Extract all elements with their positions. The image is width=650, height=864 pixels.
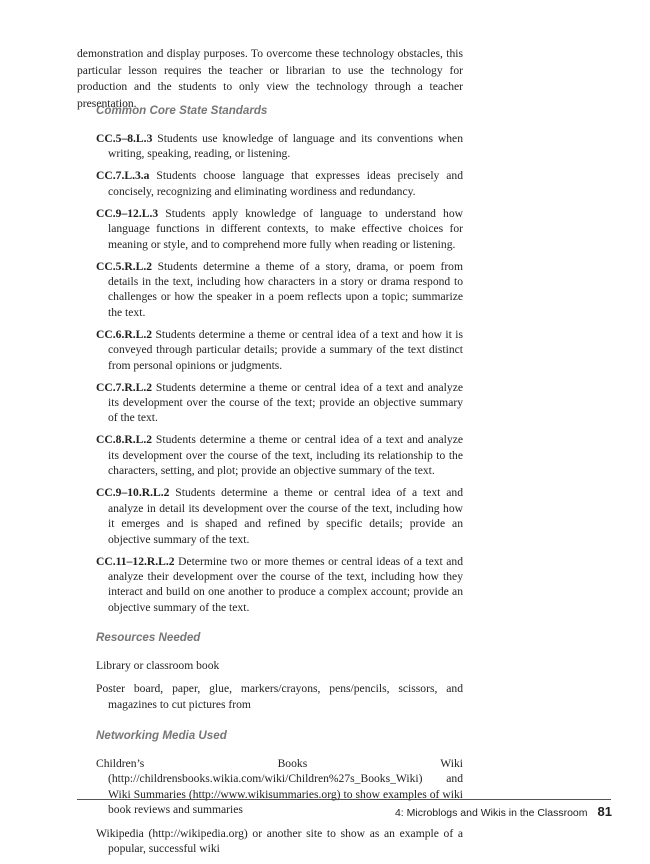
standard-text: Students determine a theme of a story, drama, or poem from details in the text, including how characters in a story or drama respond to challenges or how the speaker in a poem reflects upon a topic; summarize the text. <box>108 259 463 319</box>
page-footer <box>395 804 612 819</box>
standard-item <box>96 327 463 373</box>
standard-code: CC.5.R.L.2 <box>96 259 153 273</box>
intro-paragraph: demonstration and display purposes. To overcome these technology obstacles, this particular lesson requires the teacher or librarian to use the technology for production and the students to only view the technology through a teacher presentation. <box>77 47 463 110</box>
media-item: Wikipedia (http://wikipedia.org) or another site to show as an example of a popular, successful wiki <box>96 826 463 855</box>
footer-divider <box>77 799 611 800</box>
chapter-title: 4: Microblogs and Wikis in the Classroom <box>394 807 588 819</box>
standards-heading: Common Core State Standards <box>96 104 268 117</box>
standard-item <box>96 206 463 252</box>
standard-text: Students determine a theme or central idea of a text and how it is conveyed through particular details; provide a summary of the text distinct from personal opinions or judgments. <box>108 327 463 372</box>
standard-code: CC.5–8.L.3 <box>96 132 153 145</box>
standard-text: Students determine a theme or central idea of a text and analyze its development over the course of the text, including its relationship to the characters, setting, and plot; provide an objective summary of the text. <box>108 433 463 478</box>
standard-text: Students choose language that expresses ideas precisely and concisely, recognizing and eliminating wordiness and redundancy. <box>108 169 463 198</box>
standard-item <box>96 131 463 162</box>
standard-code: CC.11–12.R.L.2 <box>96 554 175 568</box>
standard-item <box>96 259 463 321</box>
standard-text: Students apply knowledge of language to understand how language functions in different contexts, to make effective choices for meaning or style, and to comprehend more fully when reading or listening. <box>108 206 463 251</box>
standard-code: CC.9–10.R.L.2 <box>96 486 170 500</box>
standard-item <box>96 380 463 426</box>
standard-item <box>96 554 463 616</box>
standard-item <box>96 168 463 199</box>
standard-code: CC.7.R.L.2 <box>96 380 153 394</box>
section-spacer <box>96 720 463 728</box>
section-spacer <box>96 622 463 630</box>
main-content <box>96 103 463 864</box>
standard-text: Students determine a theme or central idea of a text and analyze in detail its development over the course of the text, including how it emerges and is shaped and refined by specific details; provide an objective summary of the text. <box>108 486 463 546</box>
resource-item: Library or classroom book <box>96 658 220 672</box>
standard-code: CC.9–12.L.3 <box>96 206 159 220</box>
media-item: Children’s Books Wiki (http://childrensbooks.wikia.com/wiki/Children%27s_Books_Wiki) and Wiki Summaries (http://www.wikisummaries.org) to show examples of wiki book reviews and summaries <box>96 756 463 817</box>
standard-code: CC.7.L.3.a <box>96 169 150 183</box>
resources-heading: Resources Needed <box>96 630 201 644</box>
standard-text: Students use knowledge of language and its conventions when writing, speaking, reading, or listening. <box>108 132 463 161</box>
standard-code: CC.6.R.L.2 <box>96 327 153 341</box>
page-number: 81 <box>597 804 612 819</box>
standard-text: Determine two or more themes or central ideas of a text and analyze their development over the course of the text, including how they interact and build on one another to produce a complex account; provide an objective summary of the text. <box>108 554 463 614</box>
standard-item <box>96 432 463 478</box>
standard-code: CC.8.R.L.2 <box>96 433 153 447</box>
media-heading: Networking Media Used <box>96 728 227 742</box>
resource-item: Poster board, paper, glue, markers/crayons, pens/pencils, scissors, and magazines to cut pictures from <box>96 682 463 711</box>
standard-item <box>96 485 463 547</box>
standard-text: Students determine a theme or central idea of a text and analyze its development over the course of the text; provide an objective summary of the text. <box>108 380 463 425</box>
